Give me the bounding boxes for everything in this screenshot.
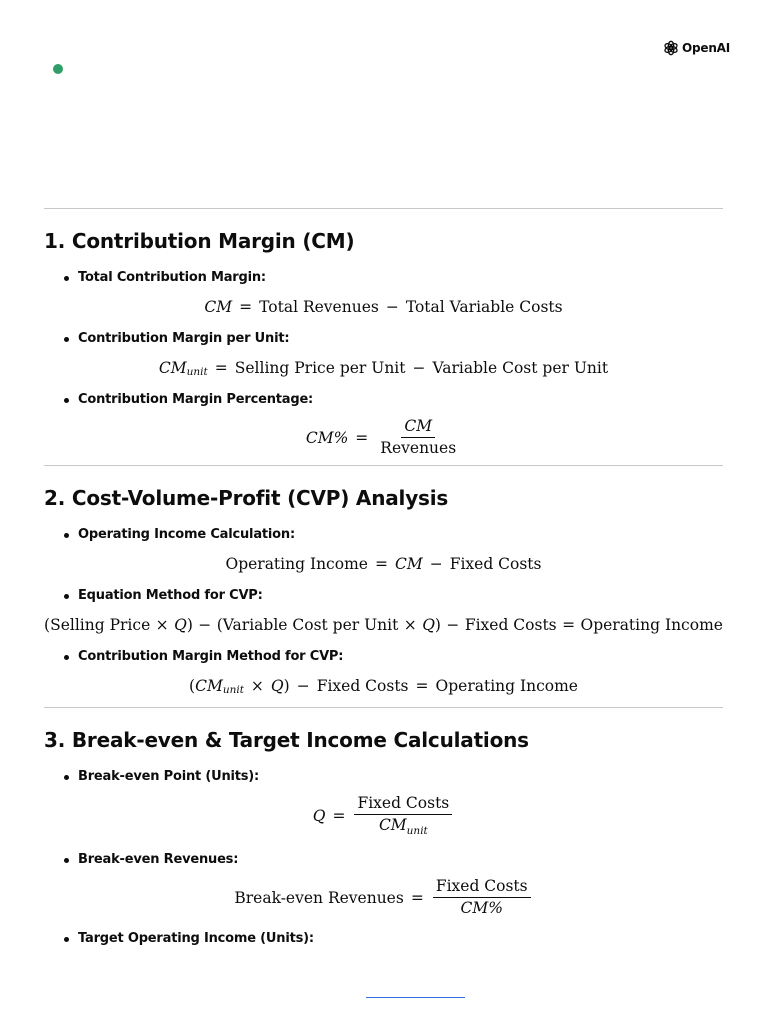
document-content — [44, 208, 723, 948]
list-item: Contribution Margin Percentage: — [44, 391, 723, 409]
status-dot — [53, 64, 63, 74]
list-item: Contribution Margin per Unit: — [44, 330, 723, 348]
section-title: 2. Cost-Volume-Profit (CVP) Analysis — [44, 486, 449, 510]
formula-cm-per-unit: CM unit = Selling Price per Unit − Variable Cost per Unit — [158, 359, 609, 378]
list-item: Target Operating Income (Units): — [44, 930, 723, 948]
openai-knot-icon — [663, 40, 679, 56]
list-item: Equation Method for CVP: — [44, 587, 723, 605]
formula-cm-method: ( CM unit × Q ) − Fixed Costs = Operating Income — [189, 677, 578, 696]
formula-operating-income: Operating Income = CM − Fixed Costs — [225, 555, 542, 573]
divider — [44, 208, 723, 209]
formula-break-even-units: Q = $\frac{\text{Fixed Costs}}{CM_{unit}}$ — [44, 794, 723, 837]
section-title: 3. Break-even & Target Income Calculations — [44, 728, 529, 752]
formula-total-cm: CM = Total Revenues − Total Variable Costs — [204, 298, 563, 316]
list-item: Operating Income Calculation: — [44, 526, 723, 544]
list-item: Break-even Point (Units): — [44, 768, 723, 786]
formula-equation-method: ( Selling Price × Q ) − ( Variable Cost per Unit × Q ) − Fixed Costs = Operating Income — [44, 616, 723, 634]
divider — [44, 465, 723, 466]
link-underline[interactable] — [366, 997, 465, 998]
brand-name: OpenAI — [682, 41, 731, 55]
list-item: Total Contribution Margin: — [44, 269, 723, 287]
openai-logo — [663, 40, 730, 56]
formula-cm-percentage: CM % = $\frac{CM}{\text{Revenues}}$ — [305, 417, 457, 457]
list-item: Break-even Revenues: — [44, 851, 723, 869]
section-title: 1. Contribution Margin (CM) — [44, 229, 355, 253]
divider — [44, 707, 723, 708]
list-item: Contribution Margin Method for CVP: — [44, 648, 723, 666]
formula-break-even-revenues: Break-even Revenues = $\frac{\text{Fixed Costs}}{CM\%}$ — [44, 877, 723, 918]
